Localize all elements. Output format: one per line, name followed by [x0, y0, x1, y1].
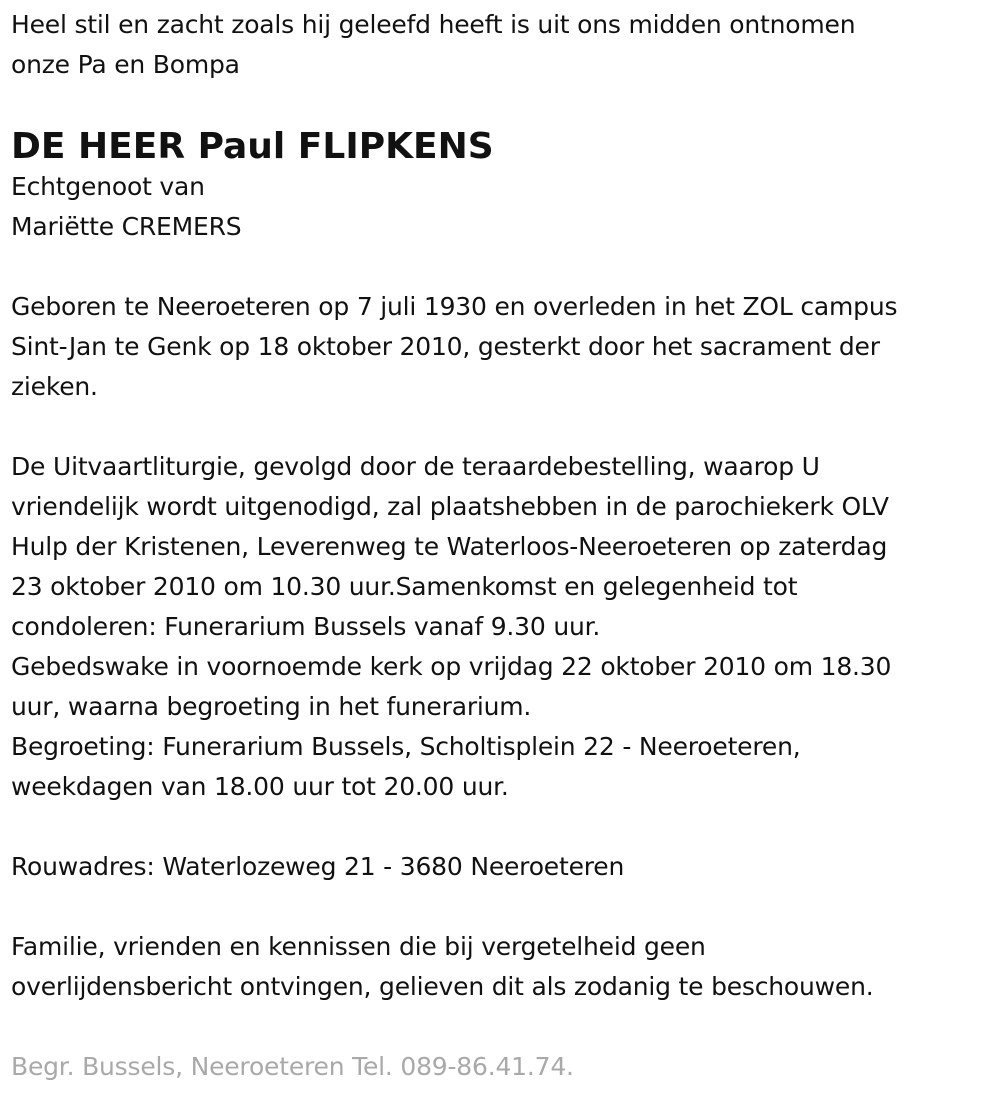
spacer [11, 1007, 991, 1047]
funeral-home-footer: Begr. Bussels, Neeroeteren Tel. 089-86.41.74. [11, 1052, 574, 1081]
paragraph-line: zieken. [11, 372, 98, 401]
intro-text [11, 5, 991, 85]
paragraph-line: uur, waarna begroeting in het funerarium. [11, 692, 532, 721]
paragraph-line: Hulp der Kristenen, Leverenweg te Waterloos-Neeroeteren op zaterdag [11, 532, 888, 561]
spacer [11, 407, 991, 447]
paragraph-line: Begroeting: Funerarium Bussels, Scholtisplein 22 - Neeroeteren, [11, 732, 801, 761]
paragraph-line: De Uitvaartliturgie, gevolgd door de teraardebestelling, waarop U [11, 452, 820, 481]
paragraph-line: overlijdensbericht ontvingen, gelieven dit als zodanig te beschouwen. [11, 972, 874, 1001]
paragraph-line: condoleren: Funerarium Bussels vanaf 9.30 uur. [11, 612, 601, 641]
paragraph-line: vriendelijk wordt uitgenodigd, zal plaatshebben in de parochiekerk OLV [11, 492, 889, 521]
paragraph-line: Geboren te Neeroeteren op 7 juli 1930 en overleden in het ZOL campus [11, 292, 898, 321]
spacer [11, 887, 991, 927]
spacer [11, 247, 991, 287]
obituary-notice [11, 5, 991, 1087]
paragraph-line: Familie, vrienden en kennissen die bij vergetelheid geen [11, 932, 706, 961]
birth-death-paragraph [11, 287, 991, 407]
spouse-block [11, 167, 991, 247]
spacer [11, 807, 991, 847]
paragraph-line: 23 oktober 2010 om 10.30 uur.Samenkomst en gelegenheid tot [11, 572, 798, 601]
intro-line: Heel stil en zacht zoals hij geleefd heeft is uit ons midden ontnomen [11, 10, 856, 39]
spouse-line: Mariëtte CREMERS [11, 212, 242, 241]
paragraph-line: Sint-Jan te Genk op 18 oktober 2010, gesterkt door het sacrament der [11, 332, 880, 361]
ceremony-paragraph [11, 447, 991, 807]
closing-paragraph [11, 927, 991, 1007]
intro-line: onze Pa en Bompa [11, 50, 240, 79]
paragraph-line: Gebedswake in voornoemde kerk op vrijdag 22 oktober 2010 om 18.30 [11, 652, 892, 681]
deceased-name: DE HEER Paul FLIPKENS [11, 126, 494, 167]
paragraph-line: weekdagen van 18.00 uur tot 20.00 uur. [11, 772, 509, 801]
spouse-line: Echtgenoot van [11, 172, 205, 201]
mourning-address: Rouwadres: Waterlozeweg 21 - 3680 Neeroeteren [11, 852, 625, 881]
